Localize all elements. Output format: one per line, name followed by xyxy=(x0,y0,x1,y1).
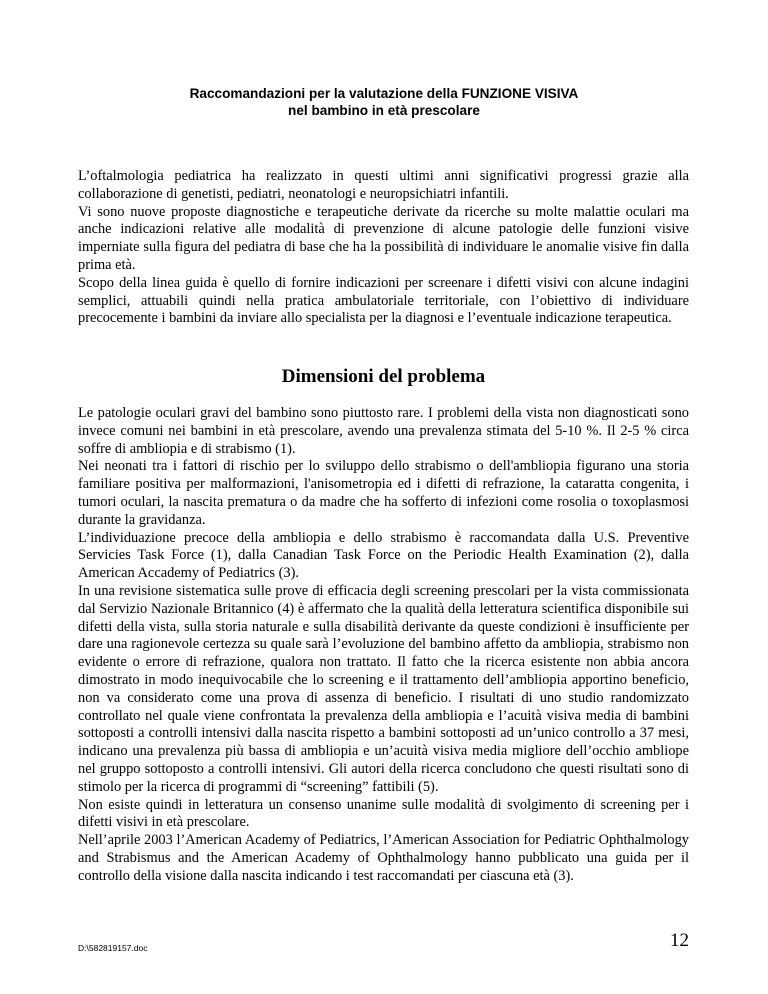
section-heading: Dimensioni del problema xyxy=(281,366,486,387)
title-line-2: nel bambino in età prescolare xyxy=(288,103,480,118)
footer-file-path: D:\582819157.doc xyxy=(78,943,148,953)
intro-paragraph: Scopo della linea guida è quello di fornire indicazioni per screenare i difetti visivi con alcune indagini semplici, attuabili quindi nella pratica ambulatoriale territoriale, con l’obiettivo di individuare precocemente i bambini da inviare allo specialista per la diagnosi e l’eventuale indicazione terapeutica. xyxy=(78,274,689,327)
intro-paragraph: L’oftalmologia pediatrica ha realizzato in questi ultimi anni significativi progressi grazie alla collaborazione di genetisti, pediatri, neonatologi e neuropsichiatri infantili. xyxy=(78,168,689,202)
body-paragraph: L’individuazione precoce della ambliopia e dello strabismo è raccomandata dalla U.S. Preventive Servicies Task Force (1), dalla Canadian Task Force on the Periodic Health Examination (2), dalla American Accademy of Pediatrics (3). xyxy=(78,529,689,582)
body-paragraph: In una revisione sistematica sulle prove di efficacia degli screening prescolari per la vista commissionata dal Servizio Nazionale Britannico (4) è affermato che la qualità della letteratura scientifica disponibile sui difetti della vista, sulla storia naturale e sulla disabilità derivante da queste condizioni è insufficiente per dare una ragionevole certezza su quale sarà l’evoluzione del bambino affetto da ambliopia, strabismo non evidente o errore di refrazione, qualora non trattato. Il fatto che la ricerca esistente non abbia ancora dimostrato in modo inequivocabile che lo screening e il trattamento dell’ambliopia apportino beneficio, non va considerato come una prova di assenza di beneficio. I risultati di uno studio randomizzato controllato nel quale viene confrontata la prevalenza della ambliopia e l’acuità visiva media di bambini sottoposti a controlli intensivi dalla nascita rispetto a bambini sottoposti ad un’unico controllo a 37 mesi, indicano una prevalenza più bassa di ambliopia e un’acuità visiva media migliore dell’occhio ambliope nel gruppo sottoposto a controlli intensivi. Gli autori della ricerca concludono che questi risultati sono di stimolo per la ricerca di programmi di “screening” fattibili (5). xyxy=(78,582,689,795)
section-body xyxy=(78,405,689,886)
body-paragraph: Nei neonati tra i fattori di rischio per lo sviluppo dello strabismo o dell'ambliopia figurano una storia familiare positiva per malformazioni, l'anisometropia ed i difetti di refrazione, la cataratta congenita, i tumori oculari, la nascita prematura o da madre che ha sofferto di infezioni come rosolia o toxoplasmosi durante la gravidanza. xyxy=(78,458,689,528)
body-paragraph: Le patologie oculari gravi del bambino sono piuttosto rare. I problemi della vista non diagnosticati sono invece comuni nei bambini in età prescolare, avendo una prevalenza stimata del 5-10 %. Il 2-5 % circa soffre di ambliopia e di strabismo (1). xyxy=(78,405,689,457)
page-number: 12 xyxy=(670,930,689,951)
intro-paragraph: Vi sono nuove proposte diagnostiche e terapeutiche derivate da ricerche su molte malattie oculari ma anche indicazioni relative alle modalità di prevenzione di alcune patologie delle funzioni visive imperniate sulla figura del pediatra di base che ha la possibilità di individuare le anomalie visive fin dalla prima età. xyxy=(78,203,689,273)
title-line-1: Raccomandazioni per la valutazione della FUNZIONE VISIVA xyxy=(189,86,579,101)
intro-section xyxy=(78,168,689,328)
body-paragraph: Non esiste quindi in letteratura un consenso unanime sulle modalità di svolgimento di screening per i difetti visivi in età prescolare. xyxy=(78,796,689,831)
body-paragraph: Nell’aprile 2003 l’American Academy of Pediatrics, l’American Association for Pediatric Ophthalmology and Strabismus and the American Academy of Ophthalmology hanno pubblicato una guida per il controllo della visione dalla nascita indicando i test raccomandati per ciascuna età (3). xyxy=(78,832,689,884)
document-title xyxy=(100,85,668,119)
